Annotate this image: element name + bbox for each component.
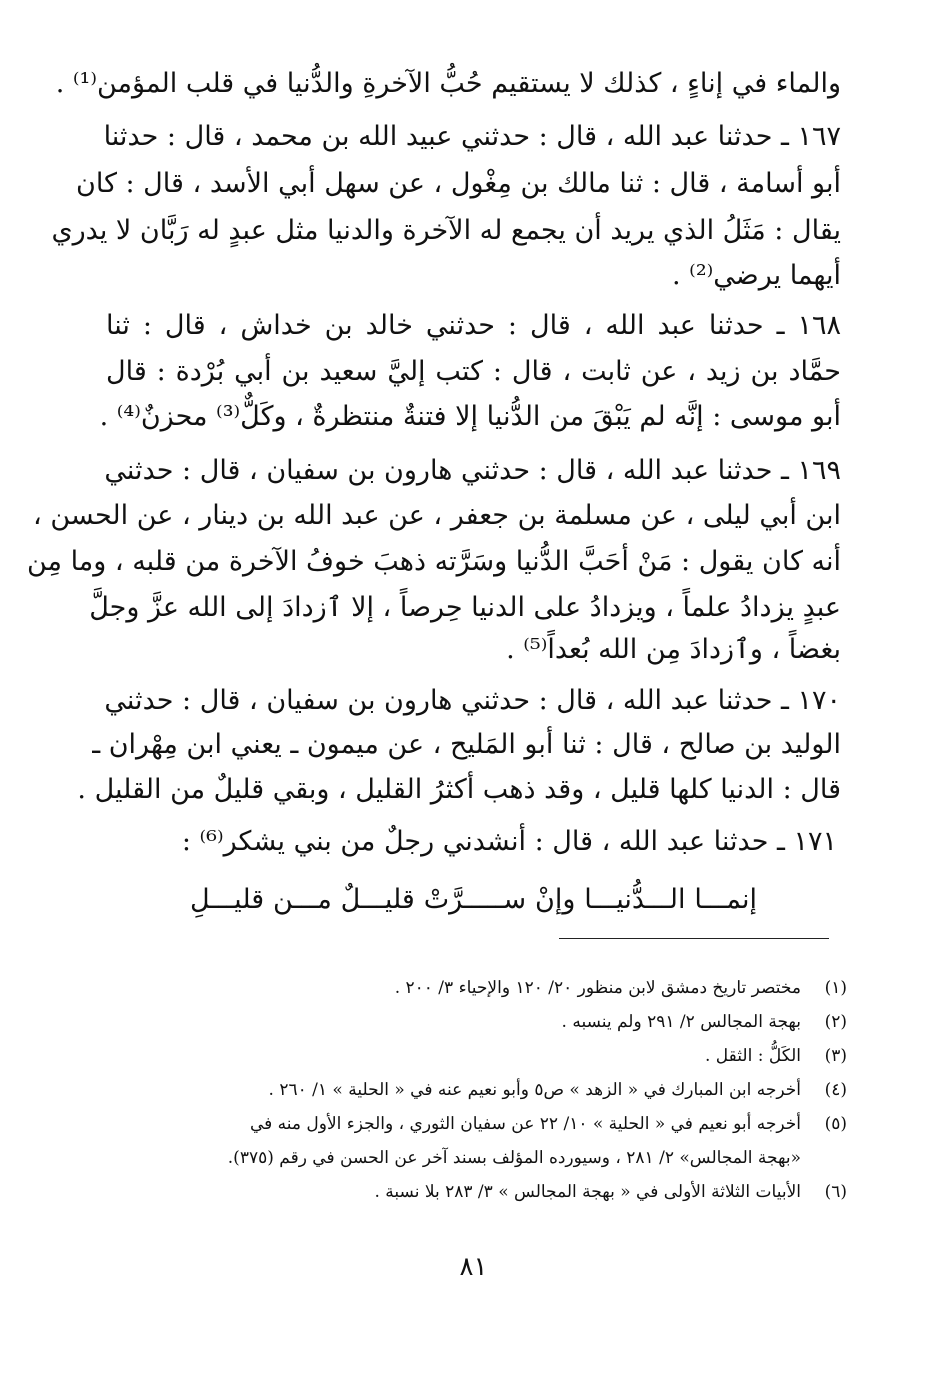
footnote-text: مختصر تاريخ دمشق لابن منظور ٢٠/ ١٢٠ والإحياء ٣/ ٢٠٠ . xyxy=(394,978,801,998)
text-line: أبو موسى : إنَّه لم يَبْقَ من الدُّنيا إلا فتنةٌ منتظرةٌ ، وكَلٌّ⁽³⁾ محزنٌ⁽⁴⁾ . xyxy=(99,401,841,432)
footnote-text: الكَلُّ : الثقل . xyxy=(704,1046,801,1066)
footnote-number: (١) xyxy=(824,978,847,998)
footnote-text: أخرجه ابن المبارك في « الزهد » ص٥ وأبو نعيم عنه في « الحلية » ١/ ٢٦٠ . xyxy=(268,1080,801,1100)
footnote xyxy=(95,976,847,1000)
text-line: والماء في إناءٍ ، كذلك لا يستقيم حُبُّ الآخرةِ والدُّنيا في قلب المؤمن⁽¹⁾ . xyxy=(55,68,841,99)
footnote-number: (٥) xyxy=(824,1114,847,1134)
footnote xyxy=(95,1146,847,1170)
footnote xyxy=(95,1112,847,1136)
verse-line: إنمـــا الـــدُّنيـــا وإنْ ســـــرَّتْ قليـــلٌ مـــن قليـــلِ xyxy=(190,884,757,915)
footnote-number: (٢) xyxy=(824,1012,847,1032)
text-line: حمَّاد بن زيد ، عن ثابت ، قال : كتب إليَّ سعيد بن أبي بُرْدة : قال xyxy=(106,356,841,387)
page-number: ٨١ xyxy=(459,1252,488,1282)
text-line: أنه كان يقول : مَنْ أحَبَّ الدُّنيا وسَرَّته ذهبَ خوفُ الآخرة من قلبه ، وما مِن xyxy=(26,546,841,577)
footnote-text: الأبيات الثلاثة الأولى في « بهجة المجالس » ٣/ ٢٨٣ بلا نسبة . xyxy=(374,1182,801,1202)
text-line: ١٧٠ ـ حدثنا عبد الله ، قال : حدثني هارون بن سفيان ، قال : حدثني xyxy=(104,685,841,716)
footnote-number: (٤) xyxy=(824,1080,847,1100)
text-line: ١٦٧ ـ حدثنا عبد الله ، قال : حدثني عبيد الله بن محمد ، قال : حدثنا xyxy=(103,121,841,152)
footnote xyxy=(95,1078,847,1102)
text-line: ١٧١ ـ حدثنا عبد الله ، قال : أنشدني رجلٌ من بني يشكر⁽⁶⁾ : xyxy=(181,826,837,857)
footnote xyxy=(95,1044,847,1068)
text-line: أبو أسامة ، قال : ثنا مالك بن مِغْول ، عن سهل أبي الأسد ، قال : كان xyxy=(76,168,841,199)
text-line: الوليد بن صالح ، قال : ثنا أبو المَليح ، عن ميمون ـ يعني ابن مِهْران ـ xyxy=(92,729,841,760)
text-line: بغضاً ، وٱزدادَ مِن الله بُعداً⁽⁵⁾ . xyxy=(506,634,841,665)
text-line: عبدٍ يزدادُ علماً ، ويزدادُ على الدنيا حِرصاً ، إلا ٱزدادَ إلى الله عزَّ وجلَّ xyxy=(89,592,841,623)
footnote-number: (٣) xyxy=(824,1046,847,1066)
text-line: قال : الدنيا كلها قليل ، وقد ذهب أكثرُ القليل ، وبقي قليلٌ من القليل . xyxy=(77,774,841,805)
footnote xyxy=(95,1180,847,1204)
footnote-text: بهجة المجالس ٢/ ٢٩١ ولم ينسبه . xyxy=(561,1012,801,1032)
text-line: أيهما يرضي⁽²⁾ . xyxy=(672,260,841,291)
footnote xyxy=(95,1010,847,1034)
footnote-number: (٦) xyxy=(824,1182,847,1202)
footnote-separator xyxy=(559,938,829,939)
footnote-text: «بهجة المجالس» ٢/ ٢٨١ ، وسيورده المؤلف بسند آخر عن الحسن في رقم (٣٧٥). xyxy=(227,1148,801,1168)
text-line: ابن أبي ليلى ، عن مسلمة بن جعفر ، عن عبد الله بن دينار ، عن الحسن ، xyxy=(33,500,841,531)
text-line: ١٦٨ ـ حدثنا عبد الله ، قال : حدثني خالد بن خداش ، قال : ثنا xyxy=(106,310,841,341)
text-line: ١٦٩ ـ حدثنا عبد الله ، قال : حدثني هارون بن سفيان ، قال : حدثني xyxy=(104,455,841,486)
text-line: يقال : مَثَلُ الذي يريد أن يجمع له الآخرة والدنيا مثل عبدٍ له رَبَّان لا يدري xyxy=(51,215,841,246)
footnote-text: أخرجه أبو نعيم في « الحلية » ١٠/ ٢٢ عن سفيان الثوري ، والجزء الأول منه في xyxy=(249,1114,801,1134)
